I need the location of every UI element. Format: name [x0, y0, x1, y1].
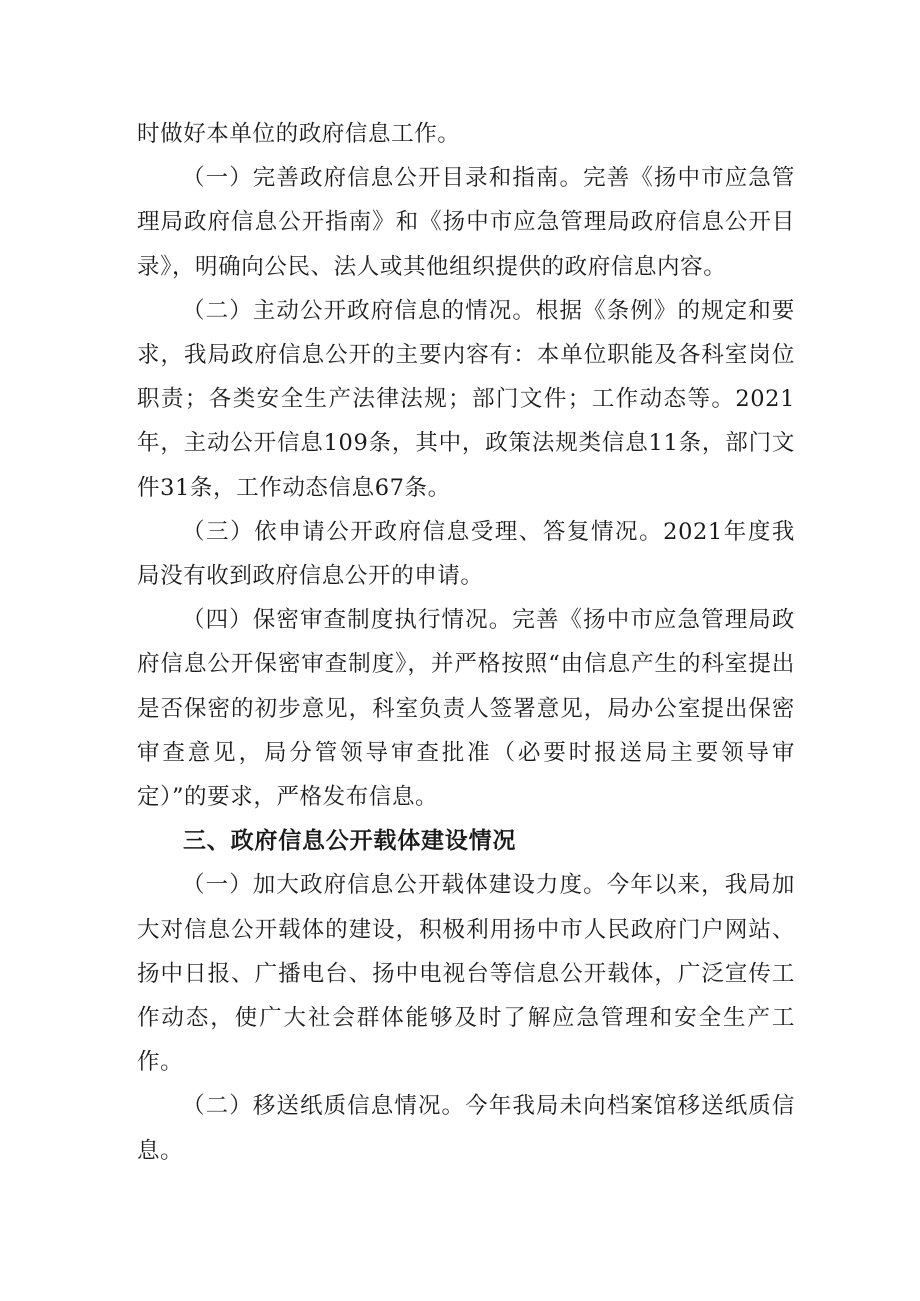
paragraph-confidentiality-review: （四）保密审查制度执行情况。完善《扬中市应急管理局政府信息公开保密审查制度》，并严格按照“由信息产生的科室提出是否保密的初步意见，科室负责人签署意见，局办公室提出保密审查意见，局分管领导审查批准（必要时报送局主要领导审定）”的要求，严格发布信息。: [137, 607, 795, 811]
paragraph-directory-guide: （一）完善政府信息公开目录和指南。完善《扬中市应急管理局政府信息公开指南》和《扬中市应急管理局政府信息公开目录》，明确向公民、法人或其他组织提供的政府信息内容。: [137, 165, 795, 280]
paragraph-continuation: 时做好本单位的政府信息工作。: [137, 121, 461, 147]
paragraph-active-disclosure: （二）主动公开政府信息的情况。根据《条例》的规定和要求，我局政府信息公开的主要内容有：本单位职能及各科室岗位职责；各类安全生产法律法规；部门文件；工作动态等。2021年，主动公开信息109条，其中，政策法规类信息11条，部门文件31条，工作动态信息67条。: [137, 297, 795, 501]
document-body: [137, 112, 795, 1173]
paragraph-application-disclosure: （三）依申请公开政府信息受理、答复情况。2021年度我局没有收到政府信息公开的申请。: [137, 518, 795, 590]
section-heading: 三、政府信息公开载体建设情况: [183, 828, 517, 855]
paragraph-carrier-construction: （一）加大政府信息公开载体建设力度。今年以来，我局加大对信息公开载体的建设，积极利用扬中市人民政府门户网站、扬中日报、广播电台、扬中电视台等信息公开载体，广泛宣传工作动态，使广大社会群体能够及时了解应急管理和安全生产工作。: [137, 872, 795, 1076]
paragraph-paper-transfer: （二）移送纸质信息情况。今年我局未向档案馆移送纸质信息。: [137, 1093, 795, 1164]
